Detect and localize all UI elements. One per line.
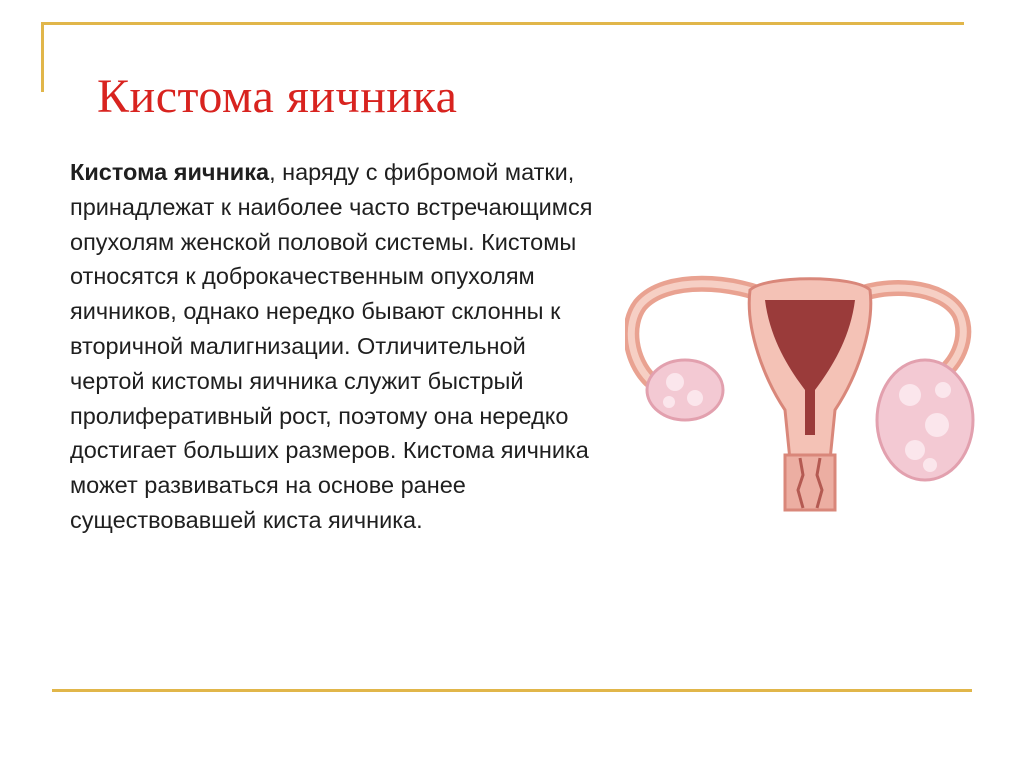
uterus-illustration-icon (625, 260, 980, 530)
cervix (785, 455, 835, 510)
left-ovary-cyst (647, 360, 723, 420)
frame-bottom-line (52, 689, 972, 692)
body-paragraph: , наряду с фибромой матки, принадлежат к наиболее часто встречающимся опухолям женской половой системы. Кистомы относятся к доброкачественным опухолям яичников, однако нередко бывают склонны к вторичной малигнизации. Отличительной чертой кистомы яичника служит быстрый пролиферативный рост, поэтому она нередко достигает больших размеров. Кистома яичника может развиваться на основе ранее существовавшей киста яичника. (70, 159, 593, 533)
frame-left-line (41, 22, 44, 92)
frame-top-line (43, 22, 964, 25)
bold-term: Кистома яичника (70, 159, 270, 185)
slide-title: Кистома яичника (97, 70, 458, 123)
slide-body-text (70, 155, 600, 538)
